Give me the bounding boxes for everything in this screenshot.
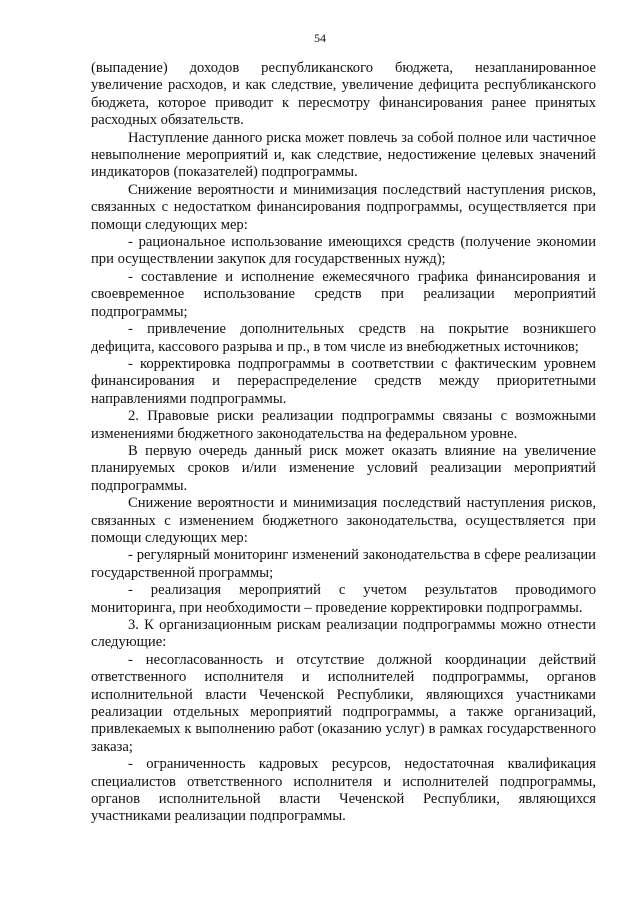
list-item-implementation: - реализация мероприятий с учетом результатов проводимого мониторинга, при необходимости – проведение корректировки подпрограммы. xyxy=(91,582,596,616)
paragraph-organizational-risks: 3. К организационным рискам реализации подпрограммы можно отнести следующие: xyxy=(91,617,596,651)
list-item-personnel: - ограниченность кадровых ресурсов, недостаточная квалификация специалистов ответственного исполнителя и исполнителей подпрограммы, органов исполнительной власти Чеченской Республики, являющихся участниками реализации подпрограммы. xyxy=(91,756,596,825)
list-item-additional-funds: - привлечение дополнительных средств на покрытие возникшего дефицита, кассового разрыва и пр., в том числе из внебюджетных источников; xyxy=(91,321,596,355)
list-item-monthly-schedule: - составление и исполнение ежемесячного графика финансирования и своевременное использование средств при реализации мероприятий подпрограммы; xyxy=(91,268,596,320)
list-item-monitoring: - регулярный мониторинг изменений законодательства в сфере реализации государственной программы; xyxy=(91,547,596,581)
list-item-adjustment: - корректировка подпрограммы в соответствии с фактическим уровнем финансирования и перераспределение средств между приоритетными направлениями подпрограммы. xyxy=(91,355,596,407)
paragraph-legal-measures-intro: Снижение вероятности и минимизация последствий наступления рисков, связанных с изменением бюджетного законодательства, осуществляется при помощи следующих мер: xyxy=(91,495,596,546)
page-number: 54 xyxy=(314,31,326,45)
list-item-coordination: - несогласованность и отсутствие должной координации действий ответственного исполнителя и исполнителей подпрограммы, органов исполнительной власти Чеченской Республики, являющихся участниками реализации отдельных мероприятий подпрограммы, а также организаций, привлекаемых к выполнению работ (оказанию услуг) в рамках государственного заказа; xyxy=(91,651,596,755)
paragraph-legal-risks: 2. Правовые риски реализации подпрограммы связаны с возможными изменениями бюджетного законодательства на федеральном уровне. xyxy=(91,408,596,442)
document-body xyxy=(91,60,596,826)
list-item-rational-use: - рациональное использование имеющихся средств (получение экономии при осуществлении закупок для государственных нужд); xyxy=(91,234,596,268)
paragraph-legal-risk-impact: В первую очередь данный риск может оказать влияние на увеличение планируемых сроков и/или изменение условий реализации мероприятий подпрограммы. xyxy=(91,442,596,494)
paragraph-financing-measures-intro: Снижение вероятности и минимизация последствий наступления рисков, связанных с недостатком финансирования подпрограммы, осуществляется при помощи следующих мер: xyxy=(91,181,596,233)
paragraph-continuation: (выпадение) доходов республиканского бюджета, незапланированное увеличение расходов, и как следствие, увеличение дефицита республиканского бюджета, которое приводит к пересмотру финансирования ранее принятых расходных обязательств. xyxy=(91,60,596,129)
paragraph-risk-consequence: Наступление данного риска может повлечь за собой полное или частичное невыполнение мероприятий и, как следствие, недостижение целевых значений индикаторов (показателей) подпрограммы. xyxy=(91,129,596,181)
